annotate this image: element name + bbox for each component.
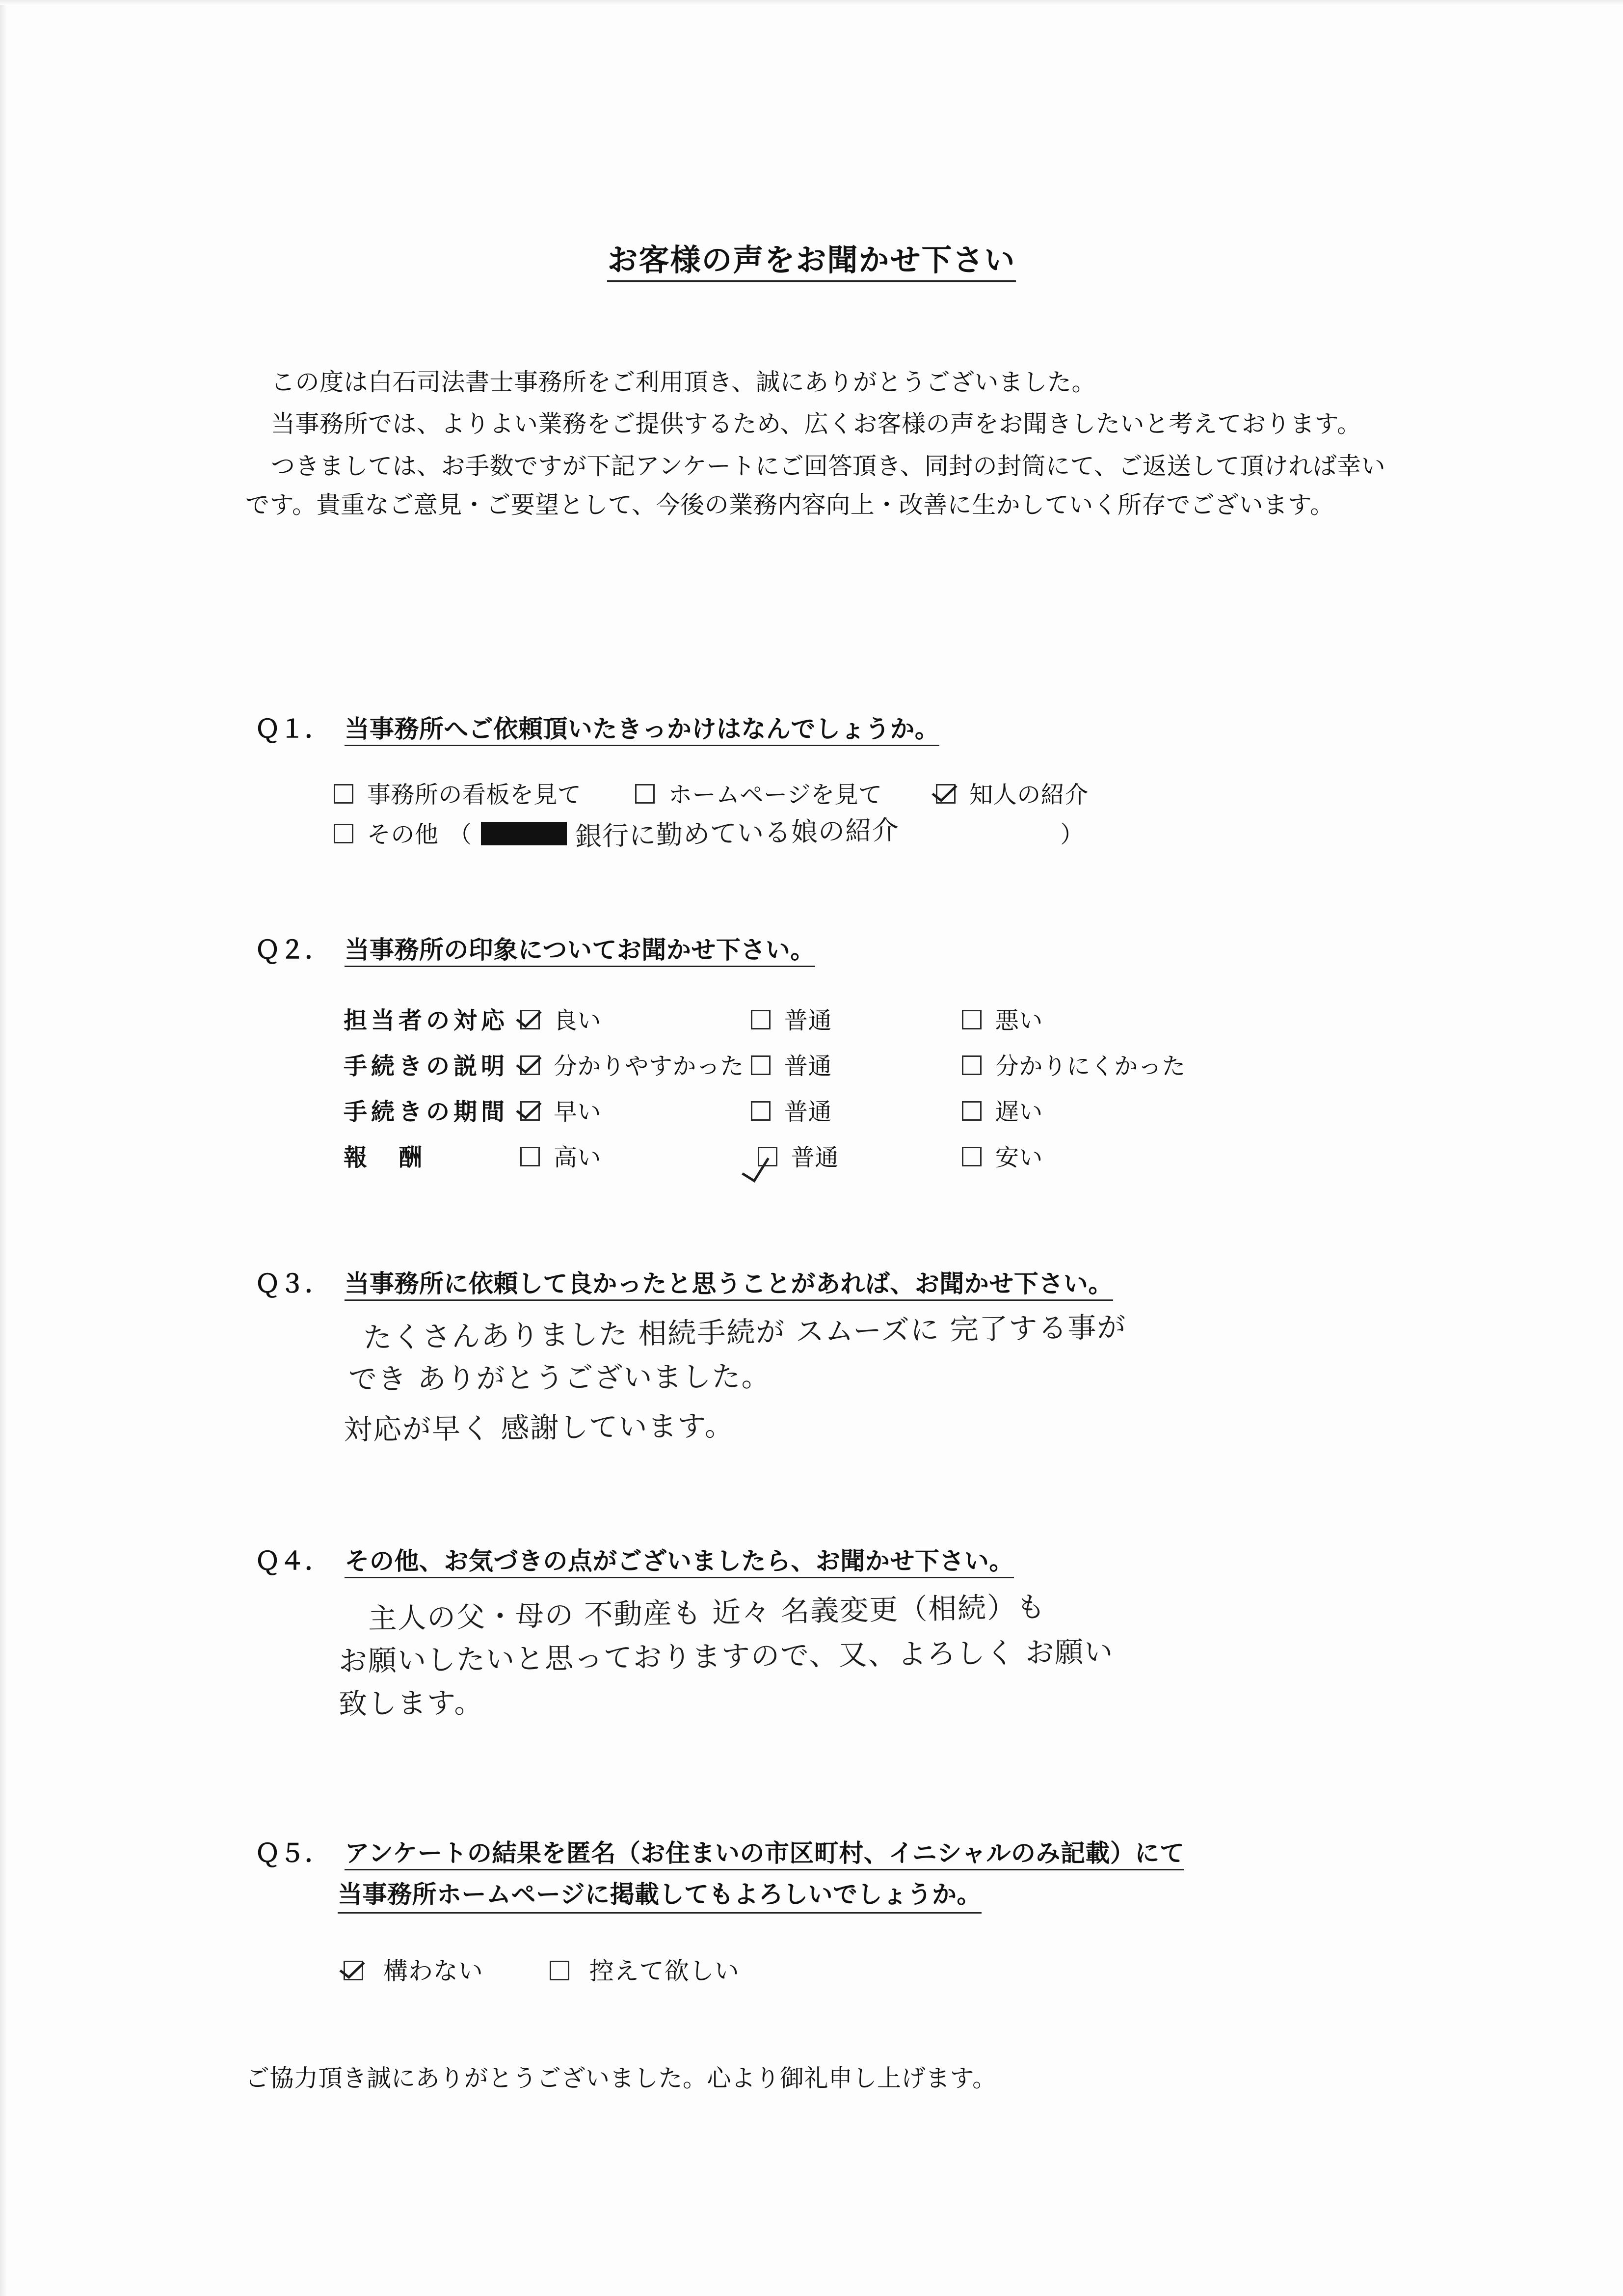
q1-option-signboard[interactable] xyxy=(334,776,581,810)
q2-row-1-option-2[interactable] xyxy=(962,1047,1186,1093)
q2-row-0-option-2[interactable] xyxy=(962,1001,1186,1047)
question-4-heading xyxy=(255,1541,1433,1577)
q2-row-0-label: 担当者の対応 xyxy=(344,1008,509,1034)
closing-text: ご協力頂き誠にありがとうございました。心より御礼申し上げます。 xyxy=(245,2065,997,2092)
q2-row-0-option-0[interactable] xyxy=(520,1001,751,1047)
q2-row-3-option-2-label: 安い xyxy=(995,1145,1043,1171)
question-5-text-line-2: 当事務所ホームページに掲載してもよろしいでしょうか。 xyxy=(338,1875,982,1914)
q2-row-3-label: 報 酬 xyxy=(344,1145,426,1171)
checkbox-unchecked-icon[interactable] xyxy=(962,1010,982,1029)
table-row xyxy=(344,1093,1186,1138)
q1-option-referral[interactable] xyxy=(936,776,1088,810)
q2-table xyxy=(344,1001,1186,1184)
question-3-handwritten-answer xyxy=(343,1310,1127,1448)
q2-row-0-option-1[interactable] xyxy=(751,1001,962,1047)
question-3-heading xyxy=(255,1264,1433,1299)
q1-option-other-label: その他 xyxy=(367,822,439,848)
checkbox-unchecked-icon[interactable] xyxy=(635,784,655,804)
question-4-label: Ｑ４． xyxy=(255,1547,330,1575)
scan-edge-top xyxy=(0,0,1623,5)
q1-other-paren-open: （ xyxy=(448,822,472,848)
question-2-label: Ｑ２． xyxy=(255,936,330,964)
q2-row-1-option-0-label: 分かりやすかった xyxy=(553,1053,744,1080)
checkbox-checked-icon[interactable] xyxy=(520,1010,540,1029)
q2-row-2-option-1-label: 普通 xyxy=(784,1099,832,1125)
q2-row-2-option-2-label: 遅い xyxy=(995,1099,1043,1125)
q2-row-1-option-1-label: 普通 xyxy=(784,1053,832,1080)
question-2-option-grid xyxy=(344,1001,1186,1184)
q1-option-homepage[interactable] xyxy=(635,776,882,810)
q1-other-paren-close: ） xyxy=(1060,822,1084,848)
checkbox-unchecked-icon[interactable] xyxy=(334,784,353,804)
q1-option-homepage-label: ホームページを見て xyxy=(668,782,882,808)
q2-row-2-option-0[interactable] xyxy=(520,1093,751,1138)
q2-row-3-option-1[interactable] xyxy=(751,1138,962,1184)
intro-paragraph-2: 当事務所では、よりよい業務をご提供するため、広くお客様の声をお聞きしたいと考えております。 xyxy=(271,411,1361,438)
intro-paragraphs xyxy=(245,363,1409,528)
page-title-text: お客様の声をお聞かせ下さい xyxy=(607,243,1015,282)
table-row xyxy=(344,1138,1186,1184)
question-1-heading xyxy=(255,709,1433,745)
question-3-text: 当事務所に依頼して良かったと思うことがあれば、お聞かせ下さい。 xyxy=(345,1270,1113,1301)
q3-answer-line-3: 対応が早く 感謝しています。 xyxy=(343,1408,735,1447)
checkbox-checked-icon[interactable] xyxy=(520,1055,540,1075)
checkbox-checked-icon[interactable] xyxy=(520,1101,540,1121)
question-5-label: Ｑ５． xyxy=(255,1839,330,1867)
table-row xyxy=(344,1001,1186,1047)
question-1-options xyxy=(334,776,1413,810)
q5-option-allow-label: 構わない xyxy=(383,1957,483,1985)
q2-row-1-option-2-label: 分かりにくかった xyxy=(995,1053,1186,1080)
question-1-text: 当事務所へご依頼頂いたきっかけはなんでしょうか。 xyxy=(345,715,939,746)
checkbox-unchecked-icon[interactable] xyxy=(751,1055,771,1075)
intro-paragraph-1: この度は白石司法書士事務所をご利用頂き、誠にありがとうございました。 xyxy=(271,369,1096,396)
question-5-text-line-1: アンケートの結果を匿名（お住まいの市区町村、イニシャルのみ記載）にて xyxy=(345,1839,1184,1870)
q2-row-0-option-0-label: 良い xyxy=(553,1008,601,1034)
q4-answer-line-2: お願いしたいと思っておりますので、又、よろしく お願い xyxy=(338,1635,1114,1678)
q3-answer-line-1: たくさんありました 相続手続が スムーズに 完了する事が xyxy=(363,1310,1127,1354)
checkbox-unchecked-icon[interactable] xyxy=(962,1055,982,1075)
q2-row-1-label: 手続きの説明 xyxy=(344,1053,509,1080)
q2-row-2-option-0-label: 早い xyxy=(553,1099,601,1125)
q2-row-3-option-1-label: 普通 xyxy=(791,1145,839,1171)
question-1-other-row xyxy=(334,812,1438,850)
q1-option-referral-label: 知人の紹介 xyxy=(969,782,1089,808)
question-2-text: 当事務所の印象についてお聞かせ下さい。 xyxy=(345,936,815,967)
q2-row-3-option-0-label: 高い xyxy=(553,1145,601,1171)
checkbox-checked-icon[interactable] xyxy=(344,1961,363,1980)
scan-edge-left xyxy=(0,0,7,2296)
question-5-heading xyxy=(255,1834,1433,1914)
question-4-text: その他、お気づきの点がございましたら、お聞かせ下さい。 xyxy=(345,1547,1014,1578)
q1-option-signboard-label: 事務所の看板を見て xyxy=(367,782,582,808)
q2-row-0-option-1-label: 普通 xyxy=(784,1008,832,1034)
intro-paragraph-3: つきましては、お手数ですが下記アンケートにご回答頂き、同封の封筒にて、ご返送して頂ければ幸いです。貴重なご意見・ご要望として、今後の業務内容向上・改善に生かしていく所存でございます。 xyxy=(245,453,1386,519)
checkbox-unchecked-icon[interactable] xyxy=(550,1961,569,1980)
question-4-handwritten-answer xyxy=(338,1590,1114,1723)
q5-option-decline-label: 控えて欲しい xyxy=(589,1957,740,1985)
checkbox-unchecked-icon[interactable] xyxy=(751,1101,771,1121)
q2-row-3-option-0[interactable] xyxy=(520,1138,751,1184)
q1-other-handwritten-answer: 銀行に勤めている娘の紹介 xyxy=(575,814,900,852)
checkbox-unchecked-icon[interactable] xyxy=(962,1147,982,1166)
q4-answer-line-1: 主人の父・母の 不動産も 近々 名義変更（相続）も xyxy=(368,1590,1046,1636)
q2-row-2-label: 手続きの期間 xyxy=(344,1099,509,1125)
checkbox-unchecked-icon[interactable] xyxy=(520,1147,540,1166)
q2-row-1-option-1[interactable] xyxy=(751,1047,962,1093)
checkbox-checked-icon[interactable] xyxy=(936,784,956,804)
checkbox-unchecked-icon[interactable] xyxy=(751,1010,771,1029)
page-title xyxy=(0,236,1623,279)
checkbox-unchecked-icon[interactable] xyxy=(758,1147,777,1166)
q2-row-2-option-1[interactable] xyxy=(751,1093,962,1138)
redaction-block xyxy=(481,822,567,845)
q2-row-0-option-2-label: 悪い xyxy=(995,1008,1043,1034)
question-3-label: Ｑ３． xyxy=(255,1270,330,1297)
q5-option-decline[interactable] xyxy=(550,1951,740,1987)
q2-row-2-option-2[interactable] xyxy=(962,1093,1186,1138)
q2-row-1-option-0[interactable] xyxy=(520,1047,751,1093)
question-5-options xyxy=(344,1951,798,1987)
q3-answer-line-2: でき ありがとうございました。 xyxy=(348,1359,771,1396)
table-row xyxy=(344,1047,1186,1093)
q2-row-3-option-2[interactable] xyxy=(962,1138,1186,1184)
question-1-label: Ｑ１． xyxy=(255,715,330,743)
q5-option-allow[interactable] xyxy=(344,1951,483,1987)
question-2-heading xyxy=(255,930,1433,966)
checkbox-unchecked-icon[interactable] xyxy=(962,1101,982,1121)
checkbox-unchecked-icon[interactable] xyxy=(334,824,353,843)
q4-answer-line-3: 致します。 xyxy=(338,1686,484,1721)
q1-option-other[interactable] xyxy=(334,815,438,849)
